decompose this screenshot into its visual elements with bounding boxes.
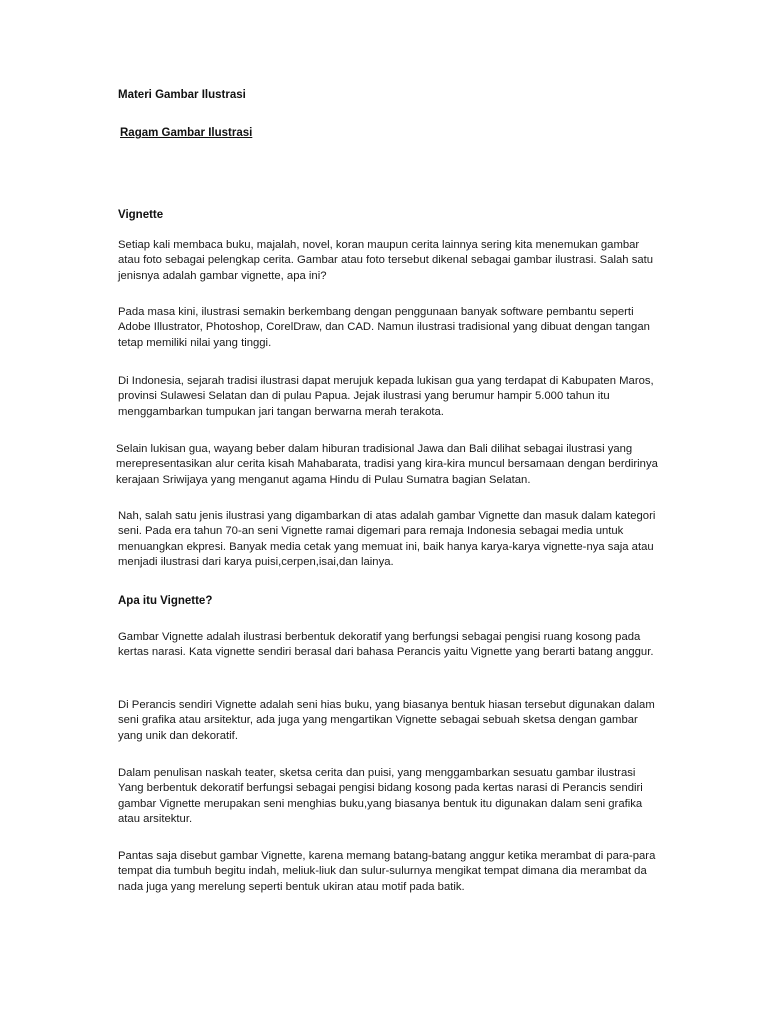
section-heading-vignette: Vignette	[118, 209, 164, 221]
section-heading-apa-itu: Apa itu Vignette?	[118, 595, 213, 607]
paragraph: Nah, salah satu jenis ilustrasi yang digambarkan di atas adalah gambar Vignette dan masuk dalam kategori seni. Pada era tahun 70-an seni Vignette ramai digemari para remaja Indonesia sebagai media untuk menuangkan ekpresi. Banyak media cetak yang memuat ini, baik hanya karya-karya vignette-nya saja atau menjadi ilustrasi dari karya puisi,cerpen,isai,dan lainya.	[118, 510, 656, 569]
paragraph: Pantas saja disebut gambar Vignette, karena memang batang-batang anggur ketika merambat di para-para tempat dia tumbuh begitu indah, meliuk-liuk dan sulur-sulurnya mengikat tempat dimana dia merambat da nada juga yang merelung seperti bentuk ukiran atau motif pada batik.	[118, 850, 656, 893]
document-subtitle: Ragam Gambar Ilustrasi	[120, 127, 253, 139]
paragraph: Dalam penulisan naskah teater, sketsa cerita dan puisi, yang menggambarkan sesuatu gambar ilustrasi Yang berbentuk dekoratif berfungsi sebagai pengisi bidang kosong pada kertas narasi di Perancis sendiri gambar Vignette merupakan seni menghias buku,yang biasanya bentuk itu digunakan dalam seni grafika atau arsitektur.	[118, 767, 643, 826]
paragraph: Gambar Vignette adalah ilustrasi berbentuk dekoratif yang berfungsi sebagai pengisi ruang kosong pada kertas narasi. Kata vignette sendiri berasal dari bahasa Perancis yaitu Vignette yang berarti batang anggur.	[118, 631, 654, 659]
paragraph: Selain lukisan gua, wayang beber dalam hiburan tradisional Jawa dan Bali dilihat sebagai ilustrasi yang merepresentasikan alur cerita kisah Mahabarata, tradisi yang kira-kira muncul bersamaan dengan berdirinya kerajaan Sriwijaya yang menganut agama Hindu di Pulau Sumatra bagian Selatan.	[116, 443, 658, 486]
paragraph: Di Perancis sendiri Vignette adalah seni hias buku, yang biasanya bentuk hiasan tersebut digunakan dalam seni grafika atau arsitektur, ada juga yang mengartikan Vignette sebagai sebuah sketsa dengan gambar yang unik dan dekoratif.	[118, 699, 655, 742]
paragraph: Di Indonesia, sejarah tradisi ilustrasi dapat merujuk kepada lukisan gua yang terdapat di Kabupaten Maros, provinsi Sulawesi Selatan dan di pulau Papua. Jejak ilustrasi yang berumur hampir 5.000 tahun itu menggambarkan tumpukan jari tangan berwarna merah terakota.	[118, 375, 654, 418]
document-title: Materi Gambar Ilustrasi	[118, 89, 246, 101]
paragraph: Setiap kali membaca buku, majalah, novel, koran maupun cerita lainnya sering kita menemukan gambar atau foto sebagai pelengkap cerita. Gambar atau foto tersebut dikenal sebagai gambar ilustrasi. Salah satu jenisnya adalah gambar vignette, apa ini?	[118, 239, 654, 282]
paragraph: Pada masa kini, ilustrasi semakin berkembang dengan penggunaan banyak software pembantu seperti Adobe Illustrator, Photoshop, CorelDraw, dan CAD. Namun ilustrasi tradisional yang dibuat dengan tangan tetap memiliki nilai yang tinggi.	[118, 306, 650, 349]
